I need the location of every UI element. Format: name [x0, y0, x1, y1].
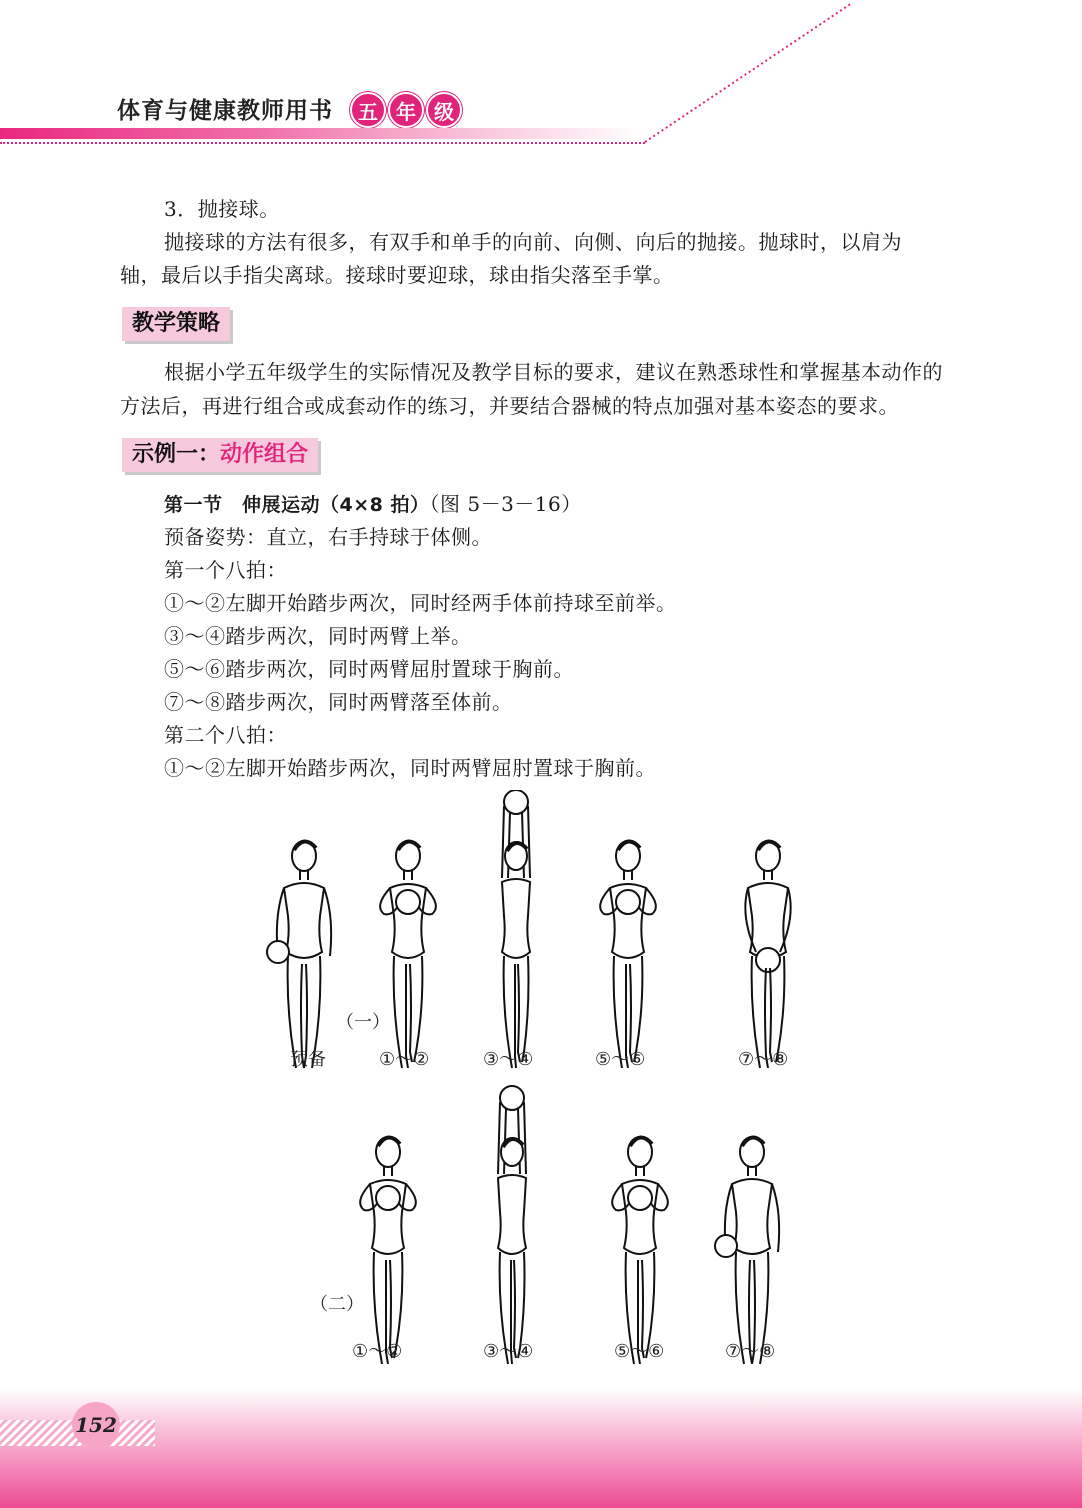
strategy-line1: 根据小学五年级学生的实际情况及教学目标的要求，建议在熟悉球性和掌握基本动作的 [164, 360, 943, 384]
footer-gradient-band [0, 1388, 1082, 1508]
pose-r2-3-4 [498, 1086, 526, 1364]
second-eight-heading: 第二个八拍： [164, 723, 287, 747]
row1-label-7-8: ⑦～⑧ [738, 1049, 789, 1070]
ready-pose: 预备姿势：直立，右手持球于体侧。 [164, 525, 492, 549]
header-gradient-bar [0, 128, 640, 139]
row1-label-5-6: ⑤～⑥ [595, 1049, 646, 1070]
row1-label-ready: 预备 [290, 1049, 326, 1070]
row1-label-3-4: ③～④ [483, 1049, 534, 1070]
item3-line1: 抛接球的方法有很多，有双手和单手的向前、向侧、向后的抛接。抛球时，以肩为 [164, 230, 902, 254]
row1-marker: （一） [336, 1012, 390, 1033]
pose-r2-5-6 [612, 1137, 668, 1364]
example-heading-prefix: 示例一： [132, 442, 221, 467]
step-3-4: ③～④踏步两次，同时两臂上举。 [164, 624, 472, 648]
row2-label-1-2: ①～② [352, 1341, 403, 1362]
row2-marker: （二） [310, 1294, 364, 1315]
pose-r2-1-2 [360, 1137, 416, 1364]
pose-r1-3-4 [502, 790, 530, 1068]
example-heading [122, 438, 318, 472]
pose-r1-7-8 [745, 841, 790, 1068]
step-7-8: ⑦～⑧踏步两次，同时两臂落至体前。 [164, 690, 513, 714]
step2-1-2: ①～②左脚开始踏步两次，同时两臂屈肘置球于胸前。 [164, 756, 656, 780]
pose-r2-7-8 [715, 1137, 779, 1364]
grade-badge-1: 五 [350, 92, 386, 128]
grade-badges [350, 92, 464, 128]
row2-label-7-8: ⑦～⑧ [725, 1341, 776, 1362]
header-dotted-rule [0, 142, 645, 144]
step-5-6: ⑤～⑥踏步两次，同时两臂屈肘置球于胸前。 [164, 657, 574, 681]
page-number: 152 [72, 1402, 120, 1448]
item3-title: 3．抛接球。 [164, 197, 280, 221]
strategy-heading-text: 教学策略 [132, 311, 221, 336]
grade-badge-2: 年 [388, 92, 424, 128]
strategy-heading [122, 307, 230, 341]
header-diagonal-line [640, 0, 860, 145]
item3-line2: 轴，最后以手指尖离球。接球时要迎球，球由指尖落至手掌。 [120, 263, 674, 287]
row1-label-1-2: ①～② [379, 1049, 430, 1070]
pose-ready [267, 841, 331, 1068]
exercise-figure-illustration [250, 790, 850, 1370]
grade-badge-3: 级 [426, 92, 462, 128]
strategy-line2: 方法后，再进行组合或成套动作的练习，并要结合器械的特点加强对基本姿态的要求。 [120, 394, 899, 418]
pose-r1-5-6 [600, 841, 656, 1068]
section-title [164, 488, 582, 522]
section-figure-ref: （图 5－3－16） [429, 492, 582, 516]
first-eight-heading: 第一个八拍： [164, 558, 287, 582]
section-title-bold: 第一节 伸展运动（4×8 拍） [164, 494, 430, 516]
row2-label-5-6: ⑤～⑥ [614, 1341, 665, 1362]
example-heading-suffix: 动作组合 [220, 442, 309, 467]
row2-label-3-4: ③～④ [483, 1341, 534, 1362]
book-title: 体育与健康教师用书 [117, 97, 333, 124]
step-1-2: ①～②左脚开始踏步两次，同时经两手体前持球至前举。 [164, 591, 677, 615]
